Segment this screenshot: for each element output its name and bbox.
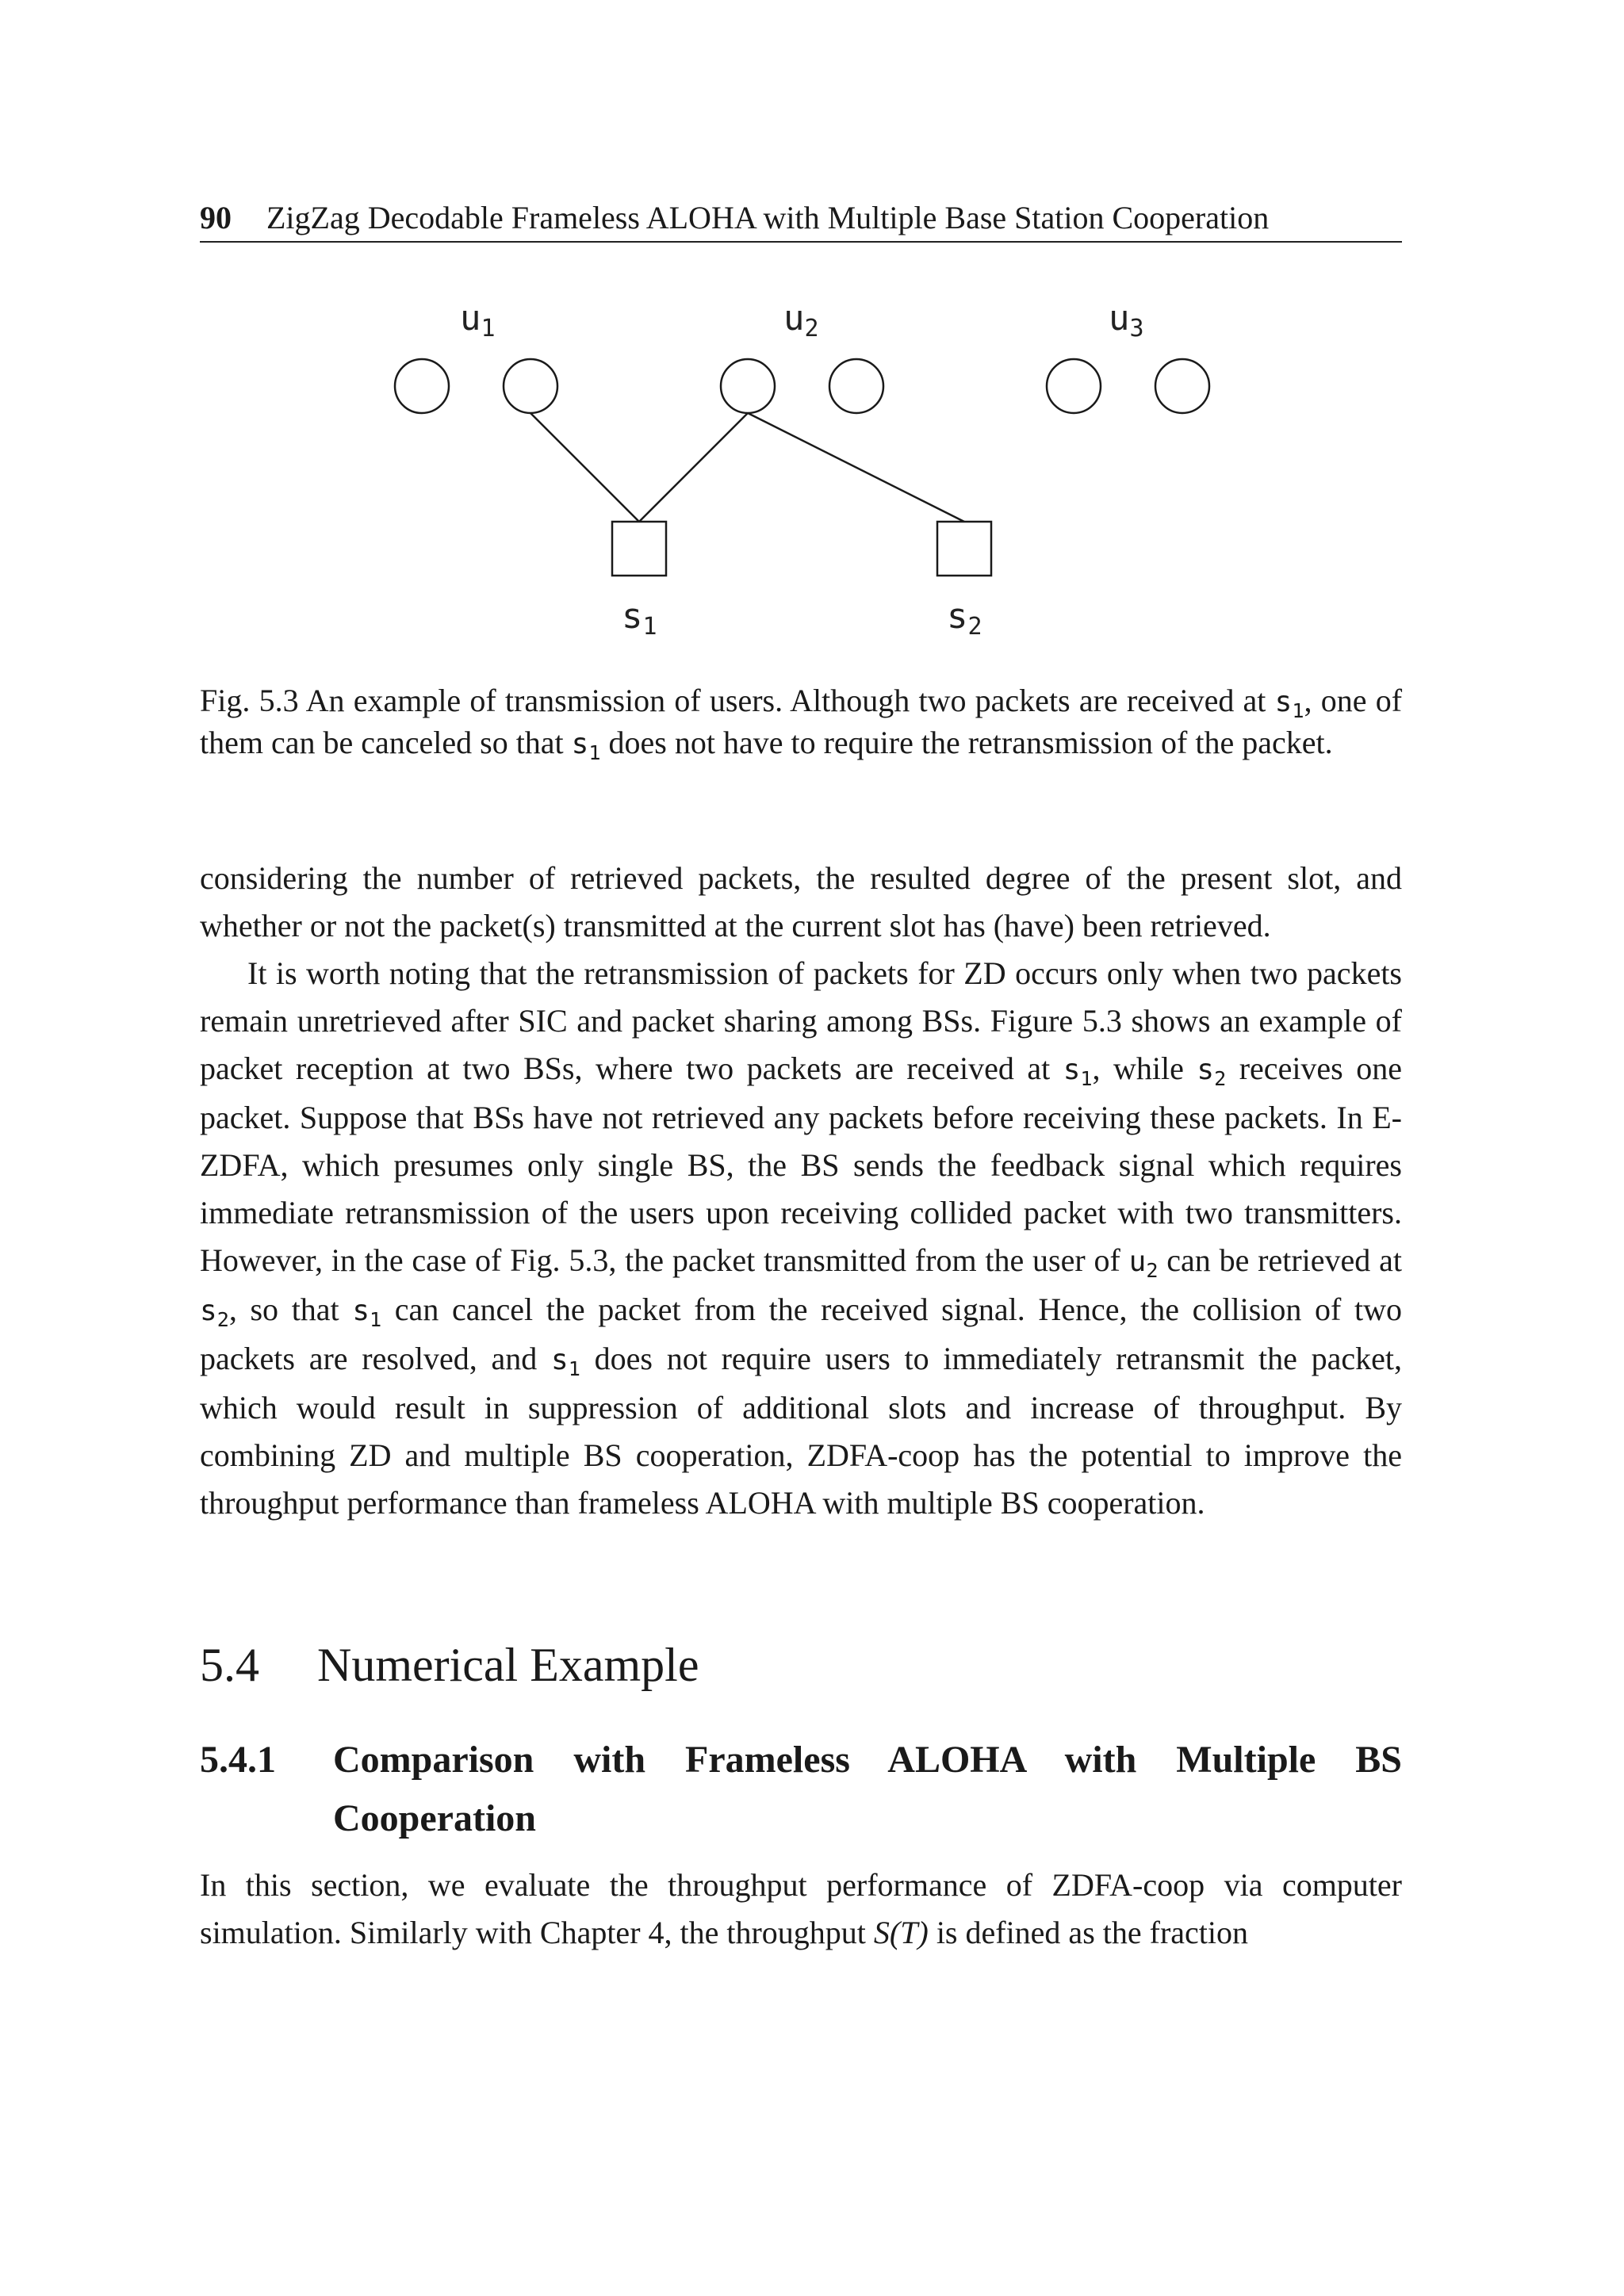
paragraph-2: It is worth noting that the retransmission of packets for ZD occurs only when two packets remain unretrieved after SIC and packet sharing among BSs. Figure 5.3 shows an example of packet reception at two BSs, where two packets are received at $s_1$, while $s_2$ receives one packet. Suppose that BSs have not retrieved any packets before receiving these packets. In E-ZDFA, which presumes only single BS, the BS sends the feedback signal which requires immediate retransmission of the users upon receiving collided packet with two transmitters. However, in the case of Fig. 5.3, the packet transmitted from the user of $u_2$ can be retrieved at $s_2$, so that $s_1$ can cancel the packet from the received signal. Hence, the collision of two packets are resolved, and $s_1$ does not require users to immediately retransmit the packet, which would result in suppression of additional slots and increase of throughput. By combining ZD and multiple BS cooperation, ZDFA-coop has the potential to improve the throughput performance than frameless ALOHA with multiple BS cooperation. bbox=[200, 955, 1403, 1521]
edge-u2-s1 bbox=[639, 413, 748, 522]
section-heading bbox=[200, 1633, 699, 1697]
station-s1 bbox=[612, 522, 666, 576]
ref-s1: $s_1$ bbox=[352, 1295, 382, 1332]
user-label-u3: u3 bbox=[1109, 298, 1144, 342]
transmission-figure bbox=[0, 0, 1624, 666]
edge-u2-s2 bbox=[748, 413, 964, 522]
user1-packet-2 bbox=[504, 359, 557, 413]
throughput-symbol: S(T) bbox=[873, 1915, 929, 1950]
ref-u2: $u_2$ bbox=[1128, 1246, 1159, 1283]
edge-u1-s1 bbox=[530, 413, 639, 522]
station-s2 bbox=[937, 522, 991, 576]
user2-packet-2 bbox=[829, 359, 883, 413]
section-title: Numerical Example bbox=[317, 1639, 699, 1691]
ref-s2: $s_2$ bbox=[1197, 1054, 1227, 1091]
subsection-heading bbox=[200, 1731, 1402, 1848]
subsection-number: 5.4.1 bbox=[200, 1739, 276, 1781]
station-label-s2: s2 bbox=[947, 596, 982, 641]
ref-s2: $s_2$ bbox=[200, 1295, 229, 1332]
caption-label: Fig. 5.3 bbox=[200, 683, 299, 718]
user-label-u1: u1 bbox=[460, 298, 496, 342]
caption-s1-ref: $s_1$ bbox=[571, 728, 601, 765]
ref-s1: $s_1$ bbox=[551, 1344, 580, 1381]
paragraph-1: considering the number of retrieved packets, the resulted degree of the present slot, and whether or not the packet(s) transmitted at the current slot has (have) been retrieved. bbox=[200, 860, 1402, 943]
user1-packet-1 bbox=[395, 359, 449, 413]
user3-packet-2 bbox=[1155, 359, 1209, 413]
user-label-u2: u2 bbox=[783, 298, 819, 342]
station-label-s1: s1 bbox=[622, 596, 657, 641]
ref-s1: $s_1$ bbox=[1063, 1054, 1093, 1091]
section-number: 5.4 bbox=[200, 1639, 259, 1691]
caption-s1-ref: $s_1$ bbox=[1274, 686, 1304, 723]
running-title: ZigZag Decodable Frameless ALOHA with Multiple Base Station Cooperation bbox=[266, 200, 1270, 235]
subsection-title: Comparison with Frameless ALOHA with Multiple BS Cooperation bbox=[333, 1739, 1402, 1839]
user2-packet-1 bbox=[721, 359, 775, 413]
figure-caption: Fig. 5.3 An example of transmission of users. Although two packets are received at $s_1$, one of them can be canceled so that $s_1$ does not have to require the retransmission of the packet. bbox=[200, 683, 1403, 765]
user3-packet-1 bbox=[1047, 359, 1101, 413]
paragraph-3: In this section, we evaluate the throughput performance of ZDFA-coop via computer simulation. Similarly with Chapter 4, the throughput S(T) is defined as the fraction bbox=[200, 1867, 1402, 1950]
page-number: 90 bbox=[200, 200, 232, 235]
